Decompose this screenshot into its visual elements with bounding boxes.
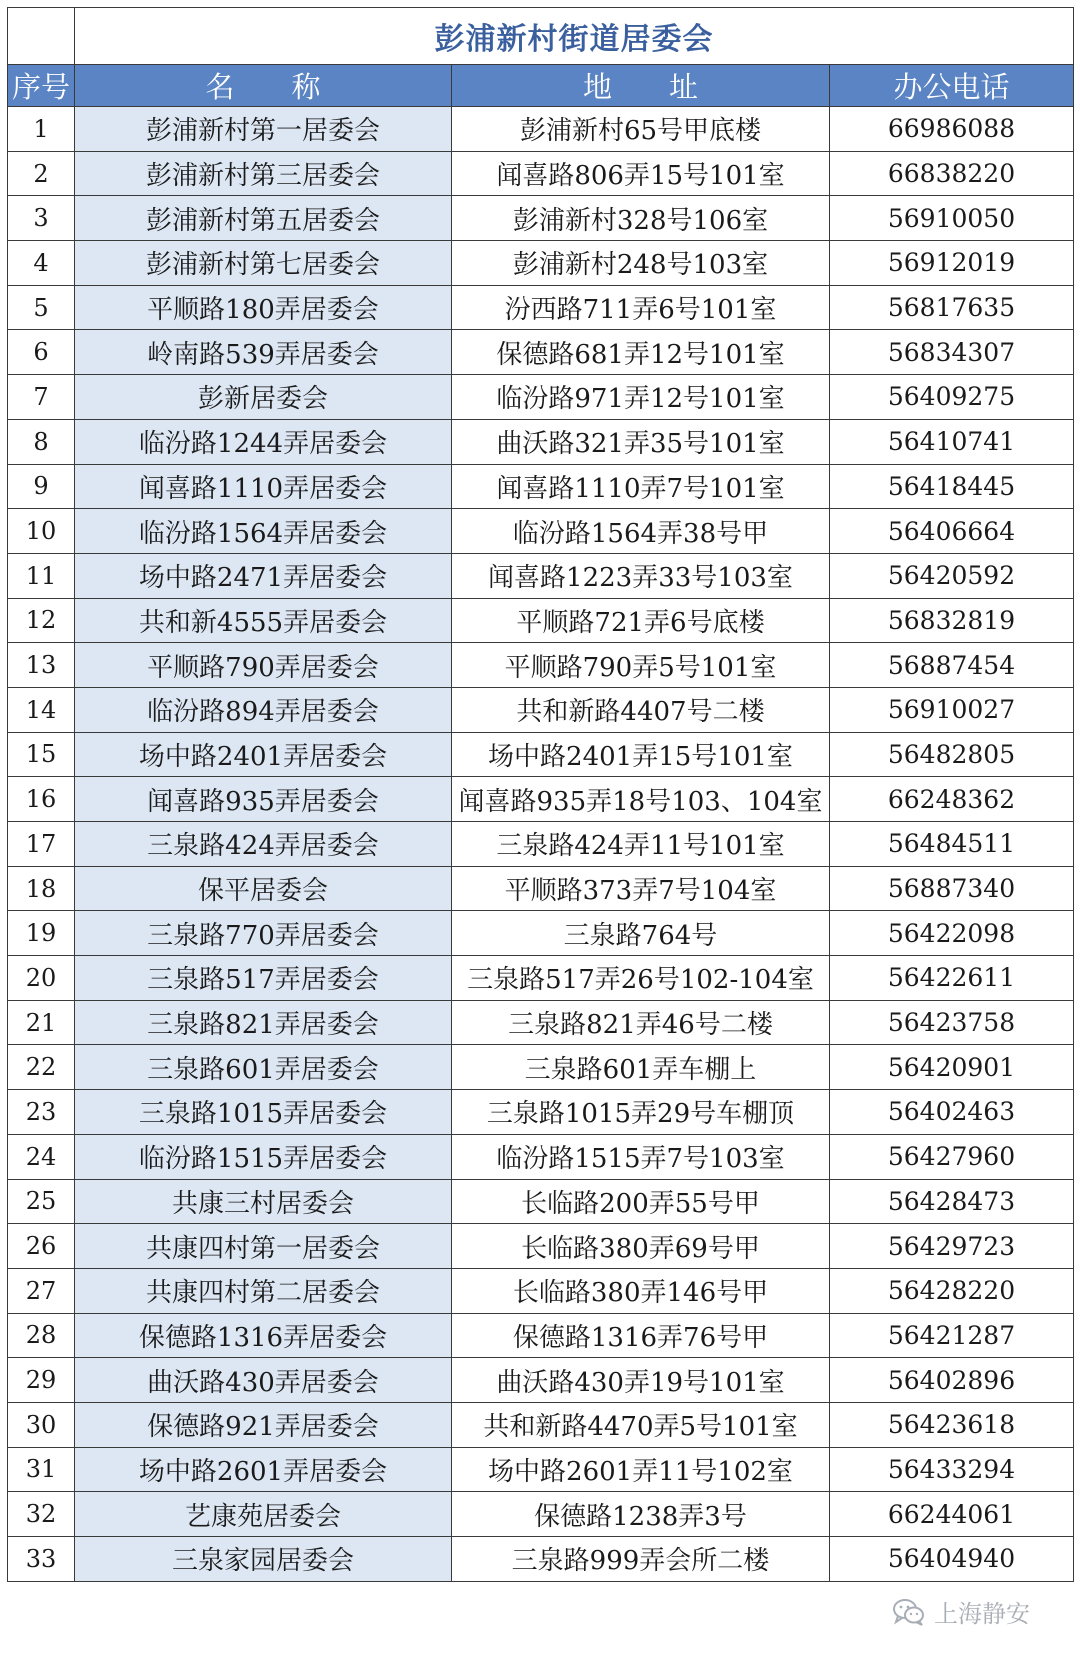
row-address-cell: 三泉路999弄会所二楼 [452, 1537, 830, 1582]
row-address-cell: 长临路200弄55号甲 [452, 1179, 830, 1224]
row-phone-cell: 56832819 [830, 598, 1074, 643]
table-row [8, 1447, 1074, 1492]
table-row [8, 598, 1074, 643]
row-name-cell: 曲沃路430弄居委会 [75, 1358, 452, 1403]
table-row [8, 1537, 1074, 1582]
table-row [8, 464, 1074, 509]
row-index-cell: 9 [8, 464, 75, 509]
row-phone-cell: 56406664 [830, 509, 1074, 554]
row-phone-cell: 66248362 [830, 777, 1074, 822]
row-name-cell: 共康四村第二居委会 [75, 1268, 452, 1313]
row-address-cell: 闻喜路935弄18号103、104室 [452, 777, 830, 822]
header-name: 名 称 [75, 65, 452, 107]
row-address-cell: 场中路2601弄11号102室 [452, 1447, 830, 1492]
table-row [8, 643, 1074, 688]
row-index-cell: 30 [8, 1402, 75, 1447]
row-phone-cell: 56422098 [830, 911, 1074, 956]
row-phone-cell: 66244061 [830, 1492, 1074, 1537]
row-index-cell: 19 [8, 911, 75, 956]
row-phone-cell: 56433294 [830, 1447, 1074, 1492]
row-index-cell: 26 [8, 1224, 75, 1269]
table-row [8, 1492, 1074, 1537]
watermark [892, 1594, 1030, 1629]
header-address: 地 址 [452, 65, 830, 107]
row-address-cell: 汾西路711弄6号101室 [452, 285, 830, 330]
row-index-cell: 13 [8, 643, 75, 688]
row-phone-cell: 56834307 [830, 330, 1074, 375]
row-index-cell: 27 [8, 1268, 75, 1313]
row-phone-cell: 56817635 [830, 285, 1074, 330]
row-index-cell: 14 [8, 687, 75, 732]
row-phone-cell: 56423618 [830, 1402, 1074, 1447]
row-name-cell: 三泉路517弄居委会 [75, 956, 452, 1001]
row-address-cell: 保德路1238弄3号 [452, 1492, 830, 1537]
table-row [8, 1045, 1074, 1090]
row-index-cell: 5 [8, 285, 75, 330]
header-index: 序号 [8, 65, 75, 107]
row-index-cell: 20 [8, 956, 75, 1001]
watermark-text: 上海静安 [934, 1600, 1030, 1628]
table-row [8, 330, 1074, 375]
row-phone-cell: 56420592 [830, 553, 1074, 598]
row-phone-cell: 56404940 [830, 1537, 1074, 1582]
row-address-cell: 曲沃路430弄19号101室 [452, 1358, 830, 1403]
table-row [8, 732, 1074, 777]
row-address-cell: 闻喜路1110弄7号101室 [452, 464, 830, 509]
table-row [8, 1358, 1074, 1403]
row-index-cell: 21 [8, 1000, 75, 1045]
row-name-cell: 场中路2401弄居委会 [75, 732, 452, 777]
row-address-cell: 保德路681弄12号101室 [452, 330, 830, 375]
row-phone-cell: 56910027 [830, 687, 1074, 732]
row-address-cell: 三泉路424弄11号101室 [452, 822, 830, 867]
row-address-cell: 平顺路373弄7号104室 [452, 866, 830, 911]
row-index-cell: 15 [8, 732, 75, 777]
row-phone-cell: 66986088 [830, 107, 1074, 152]
row-name-cell: 彭浦新村第五居委会 [75, 196, 452, 241]
row-phone-cell: 56887454 [830, 643, 1074, 688]
row-name-cell: 平顺路180弄居委会 [75, 285, 452, 330]
table-row [8, 1090, 1074, 1135]
table-row [8, 866, 1074, 911]
row-index-cell: 28 [8, 1313, 75, 1358]
row-address-cell: 长临路380弄69号甲 [452, 1224, 830, 1269]
row-index-cell: 6 [8, 330, 75, 375]
row-name-cell: 岭南路539弄居委会 [75, 330, 452, 375]
row-phone-cell: 56482805 [830, 732, 1074, 777]
row-index-cell: 24 [8, 1134, 75, 1179]
row-index-cell: 25 [8, 1179, 75, 1224]
row-address-cell: 彭浦新村248号103室 [452, 241, 830, 286]
row-phone-cell: 56427960 [830, 1134, 1074, 1179]
row-index-cell: 4 [8, 241, 75, 286]
row-index-cell: 10 [8, 509, 75, 554]
row-index-cell: 32 [8, 1492, 75, 1537]
row-name-cell: 艺康苑居委会 [75, 1492, 452, 1537]
header-phone: 办公电话 [830, 65, 1074, 107]
row-address-cell: 闻喜路806弄15号101室 [452, 151, 830, 196]
table-row [8, 151, 1074, 196]
table-row [8, 107, 1074, 152]
row-phone-cell: 56912019 [830, 241, 1074, 286]
table-row [8, 196, 1074, 241]
table-row [8, 285, 1074, 330]
row-phone-cell: 56429723 [830, 1224, 1074, 1269]
row-phone-cell: 56418445 [830, 464, 1074, 509]
row-address-cell: 闻喜路1223弄33号103室 [452, 553, 830, 598]
row-name-cell: 彭浦新村第七居委会 [75, 241, 452, 286]
title-blank-cell [8, 8, 75, 65]
row-name-cell: 彭浦新村第一居委会 [75, 107, 452, 152]
row-phone-cell: 66838220 [830, 151, 1074, 196]
row-index-cell: 31 [8, 1447, 75, 1492]
row-address-cell: 临汾路1564弄38号甲 [452, 509, 830, 554]
row-name-cell: 临汾路1244弄居委会 [75, 419, 452, 464]
row-name-cell: 临汾路1564弄居委会 [75, 509, 452, 554]
row-address-cell: 三泉路601弄车棚上 [452, 1045, 830, 1090]
row-index-cell: 17 [8, 822, 75, 867]
table-row [8, 956, 1074, 1001]
row-phone-cell: 56410741 [830, 419, 1074, 464]
row-address-cell: 三泉路764号 [452, 911, 830, 956]
row-phone-cell: 56428220 [830, 1268, 1074, 1313]
table-row [8, 687, 1074, 732]
row-name-cell: 三泉路821弄居委会 [75, 1000, 452, 1045]
row-address-cell: 平顺路721弄6号底楼 [452, 598, 830, 643]
row-address-cell: 共和新路4407号二楼 [452, 687, 830, 732]
row-name-cell: 临汾路894弄居委会 [75, 687, 452, 732]
row-index-cell: 22 [8, 1045, 75, 1090]
row-name-cell: 三泉路424弄居委会 [75, 822, 452, 867]
row-address-cell: 临汾路971弄12号101室 [452, 375, 830, 420]
table-row [8, 1224, 1074, 1269]
row-phone-cell: 56423758 [830, 1000, 1074, 1045]
row-name-cell: 三泉家园居委会 [75, 1537, 452, 1582]
table-row [8, 553, 1074, 598]
row-phone-cell: 56887340 [830, 866, 1074, 911]
table-row [8, 822, 1074, 867]
row-phone-cell: 56422611 [830, 956, 1074, 1001]
row-index-cell: 18 [8, 866, 75, 911]
row-index-cell: 33 [8, 1537, 75, 1582]
row-index-cell: 7 [8, 375, 75, 420]
row-name-cell: 保德路1316弄居委会 [75, 1313, 452, 1358]
row-address-cell: 共和新路4470弄5号101室 [452, 1402, 830, 1447]
row-name-cell: 三泉路601弄居委会 [75, 1045, 452, 1090]
row-index-cell: 11 [8, 553, 75, 598]
row-name-cell: 彭浦新村第三居委会 [75, 151, 452, 196]
committee-table [7, 7, 1074, 1582]
table-row [8, 241, 1074, 286]
row-phone-cell: 56421287 [830, 1313, 1074, 1358]
table-row [8, 1134, 1074, 1179]
row-name-cell: 场中路2471弄居委会 [75, 553, 452, 598]
table-row [8, 1268, 1074, 1313]
row-address-cell: 三泉路517弄26号102-104室 [452, 956, 830, 1001]
row-name-cell: 三泉路1015弄居委会 [75, 1090, 452, 1135]
table-title: 彭浦新村街道居委会 [75, 8, 1074, 65]
row-name-cell: 保德路921弄居委会 [75, 1402, 452, 1447]
row-index-cell: 1 [8, 107, 75, 152]
row-name-cell: 闻喜路935弄居委会 [75, 777, 452, 822]
row-name-cell: 三泉路770弄居委会 [75, 911, 452, 956]
row-name-cell: 彭新居委会 [75, 375, 452, 420]
header-row [8, 65, 1074, 107]
row-address-cell: 彭浦新村328号106室 [452, 196, 830, 241]
row-phone-cell: 56402463 [830, 1090, 1074, 1135]
row-phone-cell: 56484511 [830, 822, 1074, 867]
row-phone-cell: 56402896 [830, 1358, 1074, 1403]
row-address-cell: 长临路380弄146号甲 [452, 1268, 830, 1313]
row-index-cell: 8 [8, 419, 75, 464]
row-index-cell: 16 [8, 777, 75, 822]
row-index-cell: 12 [8, 598, 75, 643]
row-name-cell: 共和新4555弄居委会 [75, 598, 452, 643]
table-row [8, 1313, 1074, 1358]
row-address-cell: 三泉路1015弄29号车棚顶 [452, 1090, 830, 1135]
table-row [8, 1000, 1074, 1045]
row-name-cell: 闻喜路1110弄居委会 [75, 464, 452, 509]
row-index-cell: 3 [8, 196, 75, 241]
row-address-cell: 彭浦新村65号甲底楼 [452, 107, 830, 152]
table-row [8, 1402, 1074, 1447]
row-index-cell: 29 [8, 1358, 75, 1403]
wechat-icon [892, 1598, 926, 1626]
row-name-cell: 保平居委会 [75, 866, 452, 911]
table-row [8, 419, 1074, 464]
row-phone-cell: 56428473 [830, 1179, 1074, 1224]
row-address-cell: 平顺路790弄5号101室 [452, 643, 830, 688]
row-address-cell: 曲沃路321弄35号101室 [452, 419, 830, 464]
row-phone-cell: 56910050 [830, 196, 1074, 241]
row-phone-cell: 56409275 [830, 375, 1074, 420]
row-address-cell: 保德路1316弄76号甲 [452, 1313, 830, 1358]
row-address-cell: 临汾路1515弄7号103室 [452, 1134, 830, 1179]
row-address-cell: 场中路2401弄15号101室 [452, 732, 830, 777]
table-row [8, 375, 1074, 420]
row-name-cell: 共康三村居委会 [75, 1179, 452, 1224]
row-index-cell: 2 [8, 151, 75, 196]
table-row [8, 509, 1074, 554]
row-name-cell: 场中路2601弄居委会 [75, 1447, 452, 1492]
table-row [8, 777, 1074, 822]
table-row [8, 911, 1074, 956]
row-phone-cell: 56420901 [830, 1045, 1074, 1090]
title-row [8, 8, 1074, 65]
row-name-cell: 平顺路790弄居委会 [75, 643, 452, 688]
table-row [8, 1179, 1074, 1224]
row-name-cell: 共康四村第一居委会 [75, 1224, 452, 1269]
row-address-cell: 三泉路821弄46号二楼 [452, 1000, 830, 1045]
row-name-cell: 临汾路1515弄居委会 [75, 1134, 452, 1179]
row-index-cell: 23 [8, 1090, 75, 1135]
